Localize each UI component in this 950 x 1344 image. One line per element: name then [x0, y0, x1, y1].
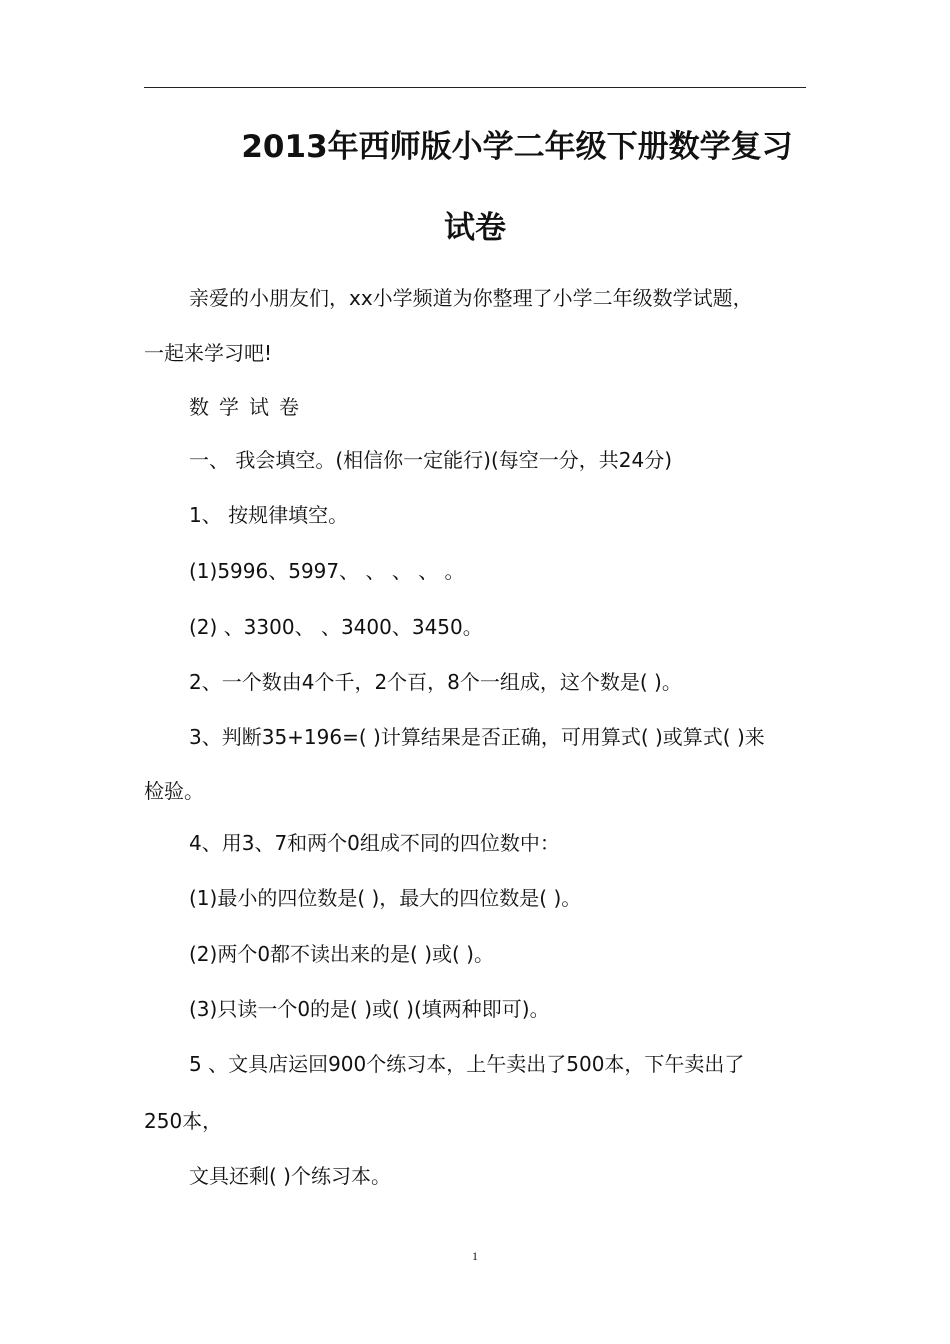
intro-line-1: 亲爱的小朋友们，xx小学频道为你整理了小学二年级数学试题， — [189, 286, 753, 310]
question-1: 1、 按规律填空。 — [189, 503, 349, 527]
question-3-line-1: 3、判断35+196=( )计算结果是否正确，可用算式( )或算式( )来 — [189, 725, 765, 749]
document-title-line-2: 试卷 — [444, 210, 506, 246]
question-4-part-1: (1)最小的四位数是( )，最大的四位数是( )。 — [189, 886, 582, 910]
page-number: 1 — [472, 1249, 478, 1263]
question-4-part-3: (3)只读一个0的是( )或( )(填两种即可)。 — [189, 997, 550, 1021]
intro-line-2: 一起来学习吧! — [144, 341, 273, 365]
question-2: 2、一个数由4个千，2个百，8个一组成，这个数是( )。 — [189, 670, 682, 694]
section-1-heading: 一、 我会填空。(相信你一定能行)(每空一分，共24分) — [189, 448, 673, 472]
question-1-part-2: (2) 、3300、 、3400、3450。 — [189, 615, 483, 639]
question-1-part-1: (1)5996、5997、 、 、 、 。 — [189, 559, 465, 583]
exam-heading: 数学试卷 — [189, 395, 309, 419]
document-title-line-1: 2013年西师版小学二年级下册数学复习 — [241, 129, 793, 165]
question-5-line-2: 250本， — [144, 1109, 223, 1133]
question-4-part-2: (2)两个0都不读出来的是( )或( )。 — [189, 942, 494, 966]
question-5-line-1: 5 、文具店运回900个练习本，上午卖出了500本，下午卖出了 — [189, 1052, 745, 1076]
question-3-line-2: 检验。 — [144, 779, 204, 803]
question-5-line-3: 文具还剩( )个练习本。 — [189, 1164, 391, 1188]
header-rule — [144, 87, 806, 88]
question-4: 4、用3、7和两个0组成不同的四位数中： — [189, 831, 560, 855]
